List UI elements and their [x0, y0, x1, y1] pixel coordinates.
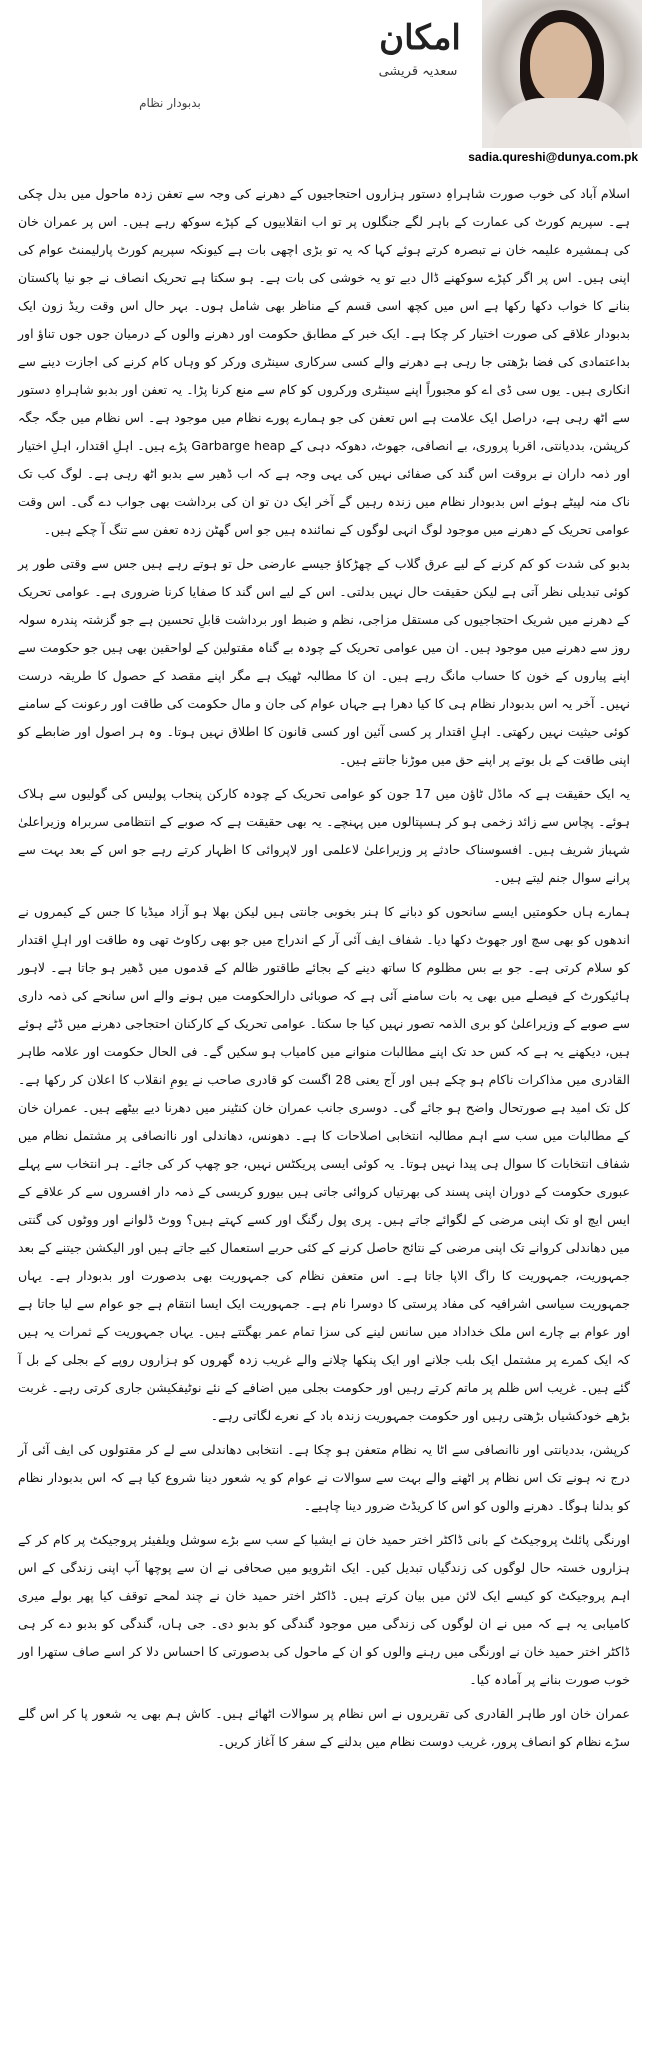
paragraph: کرپشن، بددیانتی اور ناانصافی سے اٹا یہ نظام متعفن ہو چکا ہے۔ انتخابی دھاندلی سے لے کر مقتولوں کی ایف آئی آر درج نہ ہونے تک اس نظام پر اٹھنے والے بہت سے سوالات نے عوام کو یہ شعور دینا شروع کیا ہے کہ اس بدبودار نظام کو بدلنا ہوگا۔ دھرنے والوں کو اس کا کریڈٹ ضرور دینا چاہیے۔ [18, 1442, 630, 1513]
author-photo-face [530, 22, 592, 102]
article-body [0, 180, 650, 1756]
paragraph: اورنگی پائلٹ پروجیکٹ کے بانی ڈاکٹر اختر حمید خان نے ایشیا کے سب سے بڑے سوشل ویلفیئر پروجیکٹ پر کام کر کے ہزاروں خستہ حال لوگوں کی زندگیاں تبدیل کیں۔ ایک انٹرویو میں صحافی نے ان سے پوچھا آپ اپنی زندگی کے اس اہم پروجیکٹ کو کیسے ایک لائن میں بیان کرتے ہیں۔ ڈاکٹر اختر حمید خان نے چند لمحے توقف کیا پھر بولے میری کامیابی یہ ہے کہ میں نے ان لوگوں کی زندگی میں موجود گندگی کو بدبو دی۔ جی ہاں، گندگی کو بدبو دے کر ہی ڈاکٹر اختر حمید خان نے اورنگی میں رہنے والوں کو ان کے ماحول کی بدصورتی کا احساس دلا کر اسے صاف ستھرا اور خوب صورت بنانے پر آمادہ کیا۔ [18, 1532, 630, 1687]
column-header [0, 0, 650, 180]
paragraph: اسلام آباد کی خوب صورت شاہراہِ دستور ہزاروں احتجاجیوں کے دھرنے کی وجہ سے تعفن زدہ ماحول میں بدل چکی ہے۔ سپریم کورٹ کی عمارت کے باہر لگے جنگلوں پر تو اب انقلابیوں کے کپڑے سوکھ رہے ہیں۔ اس پر عمران خان کی ہمشیرہ علیمہ خان نے تبصرہ کرتے ہوئے کہا کہ یہ تو بڑی اچھی بات ہے کیونکہ سپریم کورٹ پارلیمنٹ عوام کی اپنی ہیں۔ اس پر اگر کپڑے سوکھنے ڈال دیے تو یہ خوشی کی بات ہے۔ ہو سکتا ہے تحریک انصاف نے جو نیا پاکستان بنانے کا خواب دکھا رکھا ہے اس میں کچھ اسی قسم کے مناظر بھی شامل ہوں۔ بہر حال اس وقت ریڈ زون ایک بدبودار علاقے کی صورت اختیار کر چکا ہے۔ ایک خبر کے مطابق حکومت اور دھرنے والوں کے درمیان جوں جوں تناؤ اور بداعتمادی کی فضا بڑھتی جا رہی ہے دھرنے والے کسی سرکاری سینٹری ورکر کو وہاں کام کرنے کی اجازت دینے سے انکاری ہیں۔ یوں سی ڈی اے کو مجبوراً اپنے سینٹری ورکروں کو کام سے منع کرنا پڑا۔ یہ تعفن اور بدبو شاہراہِ دستور سے اٹھ رہی ہے، دراصل ایک علامت ہے اس تعفن کی جو ہمارے پورے نظام میں موجود ہے۔ اس نظام میں جگہ جگہ کرپشن، بددیانتی، اقربا پروری، بے انصافی، جھوٹ، دھوکہ دہی کے Garbarge heap پڑے ہیں۔ اہلِ اقتدار، اہلِ اختیار اور ذمہ داران نے بروقت اس گند کی صفائی نہیں کی یہی وجہ ہے کہ اب ڈھیر سے بدبو اٹھ رہی ہے۔ لوگ کب تک ناک منہ لپیٹے ہوئے اس بدبودار نظام میں زندہ رہیں گے آخر ایک دن تو ان کی برداشت بھی جواب دے گی۔ اس وقت عوامی تحریک کے دھرنے میں موجود لوگ انہی لوگوں کے نمائندہ ہیں جو اس گھٹن زدہ تعفن سے تنگ آ چکے ہیں۔ [18, 186, 630, 537]
author-photo-shoulders [492, 98, 632, 148]
paragraph: ہمارے ہاں حکومتیں ایسے سانحوں کو دبانے کا ہنر بخوبی جانتی ہیں لیکن بھلا ہو آزاد میڈیا کا جس کے کیمروں نے اندھوں کو بھی سچ اور جھوٹ دکھا دیا۔ شفاف ایف آئی آر کے اندراج میں جو بھی رکاوٹ تھی وہ طاقت اور اہلِ اقتدار کو سلام کرتی ہے۔ جو بے بس مظلوم کا ساتھ دینے کے بجائے طاقتور ظالم کے قدموں میں ڈھیر ہو جاتا ہے۔ لاہور ہائیکورٹ کے فیصلے میں بھی یہ بات سامنے آئی ہے کہ صوبائی دارالحکومت میں ہونے والے اس سانحے کی ذمہ داری سے صوبے کے وزیراعلیٰ کو بری الذمہ تصور نہیں کیا جا سکتا۔ عوامی تحریک کے کارکنان احتجاجی دھرنے میں ڈٹے ہوئے ہیں، دیکھنے یہ ہے کہ کس حد تک اپنے مطالبات منوانے میں کامیاب ہو سکیں گے۔ فی الحال حکومت اور علامہ طاہر القادری میں مذاکرات ناکام ہو چکے ہیں اور آج یعنی 28 اگست کو قادری صاحب نے یومِ انقلاب کا اعلان کر رکھا ہے۔ کل تک امید ہے صورتحال واضح ہو جائے گی۔ دوسری جانب عمران خان کنٹینر میں دھرنا دیے بیٹھے ہیں۔ عمران خان کے مطالبات میں سب سے اہم مطالبہ انتخابی اصلاحات کا ہے۔ دھونس، دھاندلی اور ناانصافی پر مشتمل نظام میں شفاف انتخابات کا سوال ہی پیدا نہیں ہوتا۔ یہ کوئی ایسی پریکٹس نہیں، جو چھپ کر کی جائے۔ ہر انتخاب سے پہلے عبوری حکومت کے دوران اپنی پسند کی بھرتیاں کروائی جاتی ہیں بیورو کریسی کے ذمہ دار افسروں سے کر علاقے کے ایس ایچ او تک اپنی مرضی کے لگوائے جاتے ہیں۔ پری پول رگنگ اور کسے کہتے ہیں؟ ووٹ ڈلوانے اور ووٹوں کی گنتی میں دھاندلی کروانے تک اپنی مرضی کے نتائج حاصل کرنے کے کئی حربے استعمال کیے جاتے ہیں اور الیکشن جیتنے کے بعد جمہوریت، جمہوریت کا راگ الاپا جاتا ہے۔ اس متعفن نظام کی جمہوریت بھی بدصورت اور بدبودار ہے۔ یہاں جمہوریت سیاسی اشرافیہ کی مفاد پرستی کا دوسرا نام ہے۔ جمہوریت ایک ایسا انتقام ہے جو عوام سے لیا جاتا ہے اور عوام بے چارے اس ملک خداداد میں سانس لینے کی سزا تمام عمر بھگتتے ہیں۔ یہاں جمہوریت کے ثمرات یہ ہیں کہ ایک کمرے پر مشتمل ایک بلب جلانے اور ایک پنکھا چلانے والے غریب زدہ گھروں کو ہزاروں روپے کے بجلی کے بل آ گئے ہیں۔ غریب اس ظلم پر ماتم کرتے رہیں اور حکومت بجلی میں اضافے کے نئے نوٹیفکیشن جاری کرتی رہے۔ غربت بڑھے خودکشیاں بڑھتی رہیں اور حکومت جمہوریت زندہ باد کے نعرے لگاتی رہے۔ [18, 904, 630, 1423]
column-title: بدبودار نظام [139, 96, 201, 110]
paragraph: عمران خان اور طاہر القادری کی تقریروں نے اس نظام پر سوالات اٹھائے ہیں۔ کاش ہم بھی یہ شعور پا کر اس گلے سڑے نظام کو انصاف پرور، غریب دوست نظام میں بدلنے کے سفر کا آغاز کریں۔ [18, 1706, 630, 1749]
column-brand: امکان [379, 18, 461, 58]
paragraph: یہ ایک حقیقت ہے کہ ماڈل ٹاؤن میں 17 جون کو عوامی تحریک کے چودہ کارکن پنجاب پولیس کی گولیوں سے ہلاک ہوئے۔ پچاس سے زائد زخمی ہو کر ہسپتالوں میں پہنچے۔ یہ بھی حقیقت ہے کہ صوبے کے انتظامی سربراہ وزیراعلیٰ شہباز شریف ہیں۔ افسوسناک حادثے پر وزیراعلیٰ لاعلمی اور لاپروائی کا اظہار کرتے رہے جو اس کے بعد بہت سے پرانے سوال جنم لیتے ہیں۔ [18, 786, 630, 885]
author-photo [482, 0, 642, 148]
author-email[interactable]: sadia.qureshi@dunya.com.pk [468, 150, 638, 164]
author-name: سعدیہ قریشی [378, 64, 458, 79]
paragraph: بدبو کی شدت کو کم کرنے کے لیے عرق گلاب کے چھڑکاؤ جیسے عارضی حل تو ہوتے رہے ہیں جس سے وقتی طور پر کوئی تبدیلی نظر آتی ہے لیکن حقیقت حال نہیں بدلتی۔ اس کے لیے اس گند کا صفایا کرنا ضروری ہے۔ عوامی تحریک کے دھرنے میں شریک احتجاجیوں کی مستقل مزاجی، نظم و ضبط اور برداشت قابلِ تحسین ہے جو گزشتہ پندرہ سولہ روز سے دھرنے میں موجود ہیں۔ ان میں عوامی تحریک کے چودہ بے گناہ مقتولین کے لواحقین بھی ہیں جو حکومت سے اپنے پیاروں کے خون کا حساب مانگ رہے ہیں۔ ان کا مطالبہ ٹھیک ہے مگر اپنے مقصد کے حصول کا طریقہ درست نہیں۔ آخر یہ اس بدبودار نظام ہی کا کیا دھرا ہے جہاں عوام کی جان و مال حکومت کی طاقت اور رعونت کے سامنے کوئی حیثیت نہیں رکھتی۔ اہلِ اقتدار پر کسی آئین اور کسی قانون کا اطلاق نہیں ہوتا۔ وہ ہر اصول اور ضابطے کو اپنی طاقت کے بل بوتے پر اپنے حق میں موڑنا جانتے ہیں۔ [18, 556, 630, 767]
